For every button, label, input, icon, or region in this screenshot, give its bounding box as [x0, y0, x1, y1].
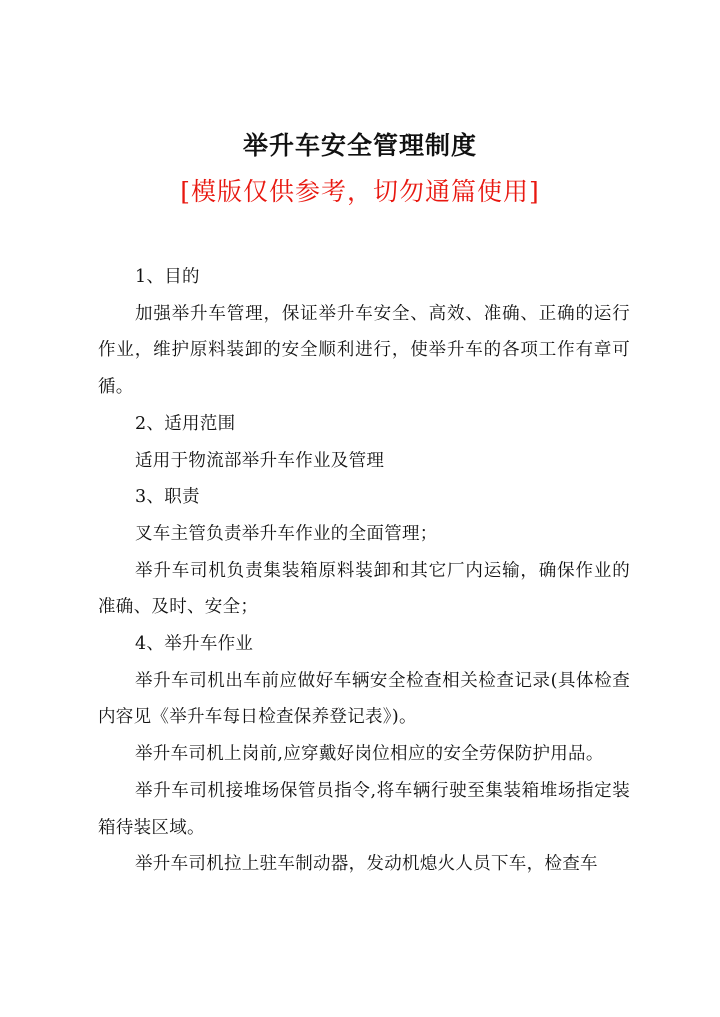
document-title: 举升车安全管理制度 [242, 131, 477, 160]
section-operation [98, 626, 630, 883]
section-heading: 1、目的 [135, 267, 200, 287]
section-heading: 2、适用范围 [135, 413, 236, 434]
paragraph: 适用于物流部举升车作业及管理 [135, 450, 385, 471]
paragraph: 加强举升车管理，保证举升车安全、高效、准确、正确的运行作业，维护原料装卸的安全顺利进行，使举升车的各项工作有章可循。 [98, 303, 630, 398]
paragraph: 举升车司机负责集装箱原料装卸和其它厂内运输，确保作业的准确、及时、安全； [98, 560, 630, 618]
paragraph: 举升车司机出车前应做好车辆安全检查相关检查记录(具体检查内容见《举升车每日检查保养登记表》)。 [98, 670, 630, 728]
paragraph: 叉车主管负责举升车作业的全面管理； [135, 523, 438, 544]
paragraph: 举升车司机接堆场保管员指令,将车辆行驶至集装箱堆场指定装箱待装区域。 [98, 780, 630, 838]
section-purpose [98, 259, 630, 406]
template-disclaimer: [模版仅供参考，切勿通篇使用] [180, 177, 540, 206]
section-scope [98, 406, 630, 479]
section-responsibilities [98, 479, 630, 626]
paragraph: 举升车司机上岗前,应穿戴好岗位相应的安全劳保防护用品。 [135, 744, 604, 765]
paragraph: 举升车司机拉上驻车制动器，发动机熄火人员下车，检查车 [135, 854, 598, 875]
section-heading: 3、职责 [135, 487, 200, 508]
document-body [98, 259, 630, 883]
section-heading: 4、举升车作业 [135, 634, 254, 655]
